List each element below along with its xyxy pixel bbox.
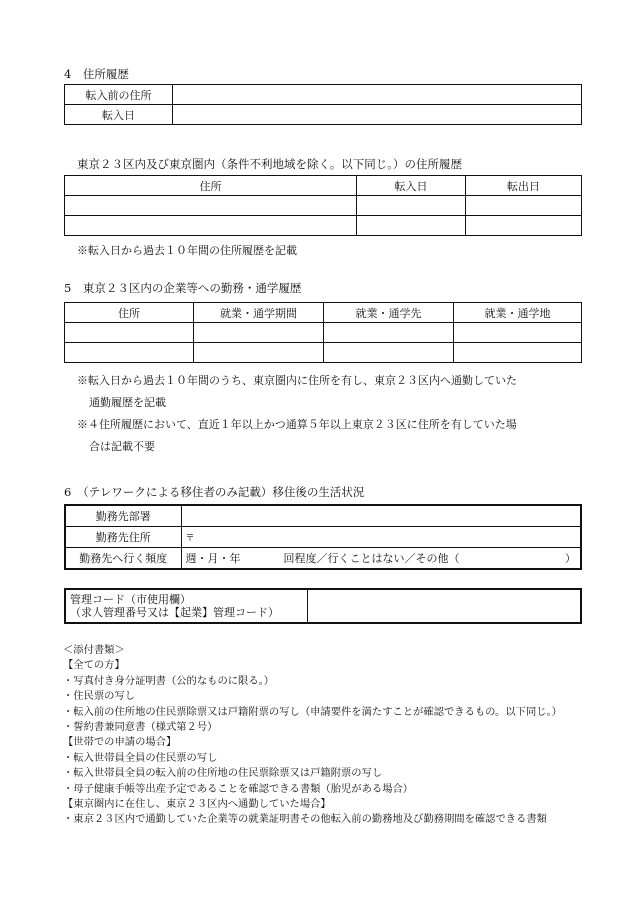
column-header: 就業・通学地 — [454, 303, 582, 323]
section-5-title: 5 東京２３区内の企業等への勤務・通学履歴 — [64, 281, 302, 295]
move-out-cell[interactable] — [466, 196, 582, 216]
attachments-title: ＜添付書類＞ — [63, 644, 125, 656]
list-item: ・転入前の住所地の住民票除票又は戸籍附票の写し（申請要件を満たすことが確認できるもの。以下同じ。） — [63, 705, 562, 718]
note-line: ※４住所履歴において、直近１年以上かつ通算５年以上東京２３区に住所を有していた場 — [77, 418, 517, 431]
move-in-cell[interactable] — [357, 216, 466, 236]
note-line: 合は記載不要 — [89, 440, 155, 453]
work-history-table — [64, 302, 582, 363]
table-row — [65, 527, 581, 548]
table-row — [65, 505, 581, 527]
list-item: ・転入世帯員全員の住民票の写し — [63, 751, 218, 764]
address-cell[interactable] — [65, 343, 194, 363]
frequency-close-paren: ） — [565, 552, 576, 565]
address-history-table — [64, 84, 582, 125]
frequency-choices: 回程度／行くことはない／その他（ — [283, 552, 460, 565]
employer-cell[interactable] — [324, 343, 454, 363]
column-header: 転入日 — [357, 176, 466, 196]
table-row — [65, 105, 582, 125]
telework-status-table — [64, 504, 582, 570]
list-item: ・転入世帯員全員の転入前の住所地の住民票除票又は戸籍附票の写し — [63, 767, 383, 780]
table-header-row — [65, 176, 582, 196]
table-row — [65, 323, 582, 343]
location-cell[interactable] — [454, 343, 582, 363]
address-cell[interactable] — [65, 323, 194, 343]
address-cell[interactable] — [65, 216, 357, 236]
move-in-date-field[interactable] — [173, 105, 582, 125]
visit-frequency-field[interactable] — [181, 548, 581, 570]
move-in-cell[interactable] — [357, 196, 466, 216]
previous-address-field[interactable] — [173, 85, 582, 105]
workplace-department-field[interactable] — [181, 505, 581, 527]
tokyo-history-table — [64, 175, 582, 236]
column-header: 就業・通学先 — [324, 303, 454, 323]
admin-code-field[interactable] — [307, 589, 581, 623]
table-header-row — [65, 303, 582, 323]
column-header: 転出日 — [466, 176, 582, 196]
frequency-unit-options: 週・月・年 — [185, 552, 241, 565]
location-cell[interactable] — [454, 323, 582, 343]
table-row — [65, 343, 582, 363]
list-item: ・母子健康手帳等出産予定であることを確認できる書類（胎児がある場合） — [63, 782, 414, 795]
workplace-department-label: 勤務先部署 — [65, 505, 181, 527]
list-item: ・誓約書兼同意書（様式第２号） — [63, 721, 218, 734]
address-cell[interactable] — [65, 196, 357, 216]
admin-code-label — [65, 589, 307, 623]
move-in-date-label: 転入日 — [65, 105, 173, 125]
employer-cell[interactable] — [324, 323, 454, 343]
table-row — [65, 589, 581, 623]
column-header: 住所 — [65, 303, 194, 323]
column-header: 就業・通学期間 — [194, 303, 324, 323]
work-history-note-2 — [77, 414, 517, 458]
list-item: ・東京２３区内で通勤していた企業等の就業証明書その他転入前の勤務地及び勤務期間を確認できる書類 — [63, 813, 547, 826]
move-out-cell[interactable] — [466, 216, 582, 236]
workplace-address-field[interactable]: 〒 — [181, 527, 581, 548]
table-row — [65, 216, 582, 236]
admin-code-label-line: （求人管理番号又は【起業】管理コード） — [70, 606, 279, 619]
period-cell[interactable] — [194, 343, 324, 363]
table-row — [65, 548, 581, 570]
section-4-title: 4 住所履歴 — [64, 67, 129, 81]
admin-code-label-line: 管理コード（市使用欄） — [70, 593, 191, 606]
list-item: ・住民票の写し — [63, 690, 136, 703]
household-header: 【世帯での申請の場合】 — [63, 736, 177, 749]
period-cell[interactable] — [194, 323, 324, 343]
section-6-title: 6 （テレワークによる移住者のみ記載）移住後の生活状況 — [64, 485, 365, 499]
note-line: 通勤履歴を記載 — [89, 396, 166, 409]
table-row — [65, 85, 582, 105]
workplace-address-label: 勤務先住所 — [65, 527, 181, 548]
note-line: ※転入日から過去１０年間のうち、東京圏内に住所を有し、東京２３区内へ通勤していた — [77, 374, 517, 387]
visit-frequency-label: 勤務先へ行く頻度 — [65, 548, 181, 570]
tokyo-history-title: 東京２３区内及び東京圏内（条件不利地域を除く。以下同じ。）の住所履歴 — [77, 157, 463, 171]
list-item: ・写真付き身分証明書（公的なものに限る。） — [63, 674, 275, 687]
attachments-section — [63, 643, 588, 828]
commuter-header: 【東京圏内に在住し、東京２３区内へ通勤していた場合】 — [63, 798, 331, 811]
table-row — [65, 196, 582, 216]
admin-code-table — [64, 588, 582, 624]
previous-address-label: 転入前の住所 — [65, 85, 173, 105]
tokyo-history-note: ※転入日から過去１０年間の住所履歴を記載 — [77, 244, 297, 257]
column-header: 住所 — [65, 176, 357, 196]
work-history-note-1 — [77, 370, 517, 414]
all-applicants-header: 【全ての方】 — [63, 659, 125, 672]
